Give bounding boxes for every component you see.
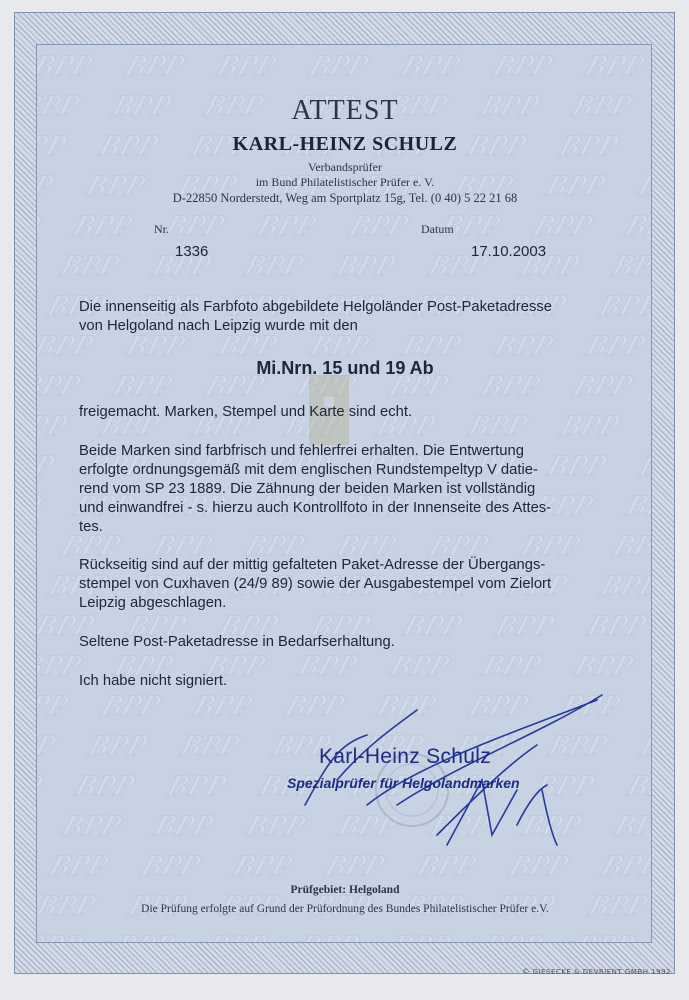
intro-line-2: von Helgoland nach Leipzig wurde mit den xyxy=(79,318,358,334)
para2-line-3: rend vom SP 23 1889. Die Zähnung der beiden Marken ist vollständig xyxy=(79,481,536,497)
examination-field-value: Helgoland xyxy=(348,884,400,896)
handwritten-signature xyxy=(305,695,602,845)
intro-line-1: Die innenseitig als Farbfoto abgebildete Helgoländer Post-Paketadresse xyxy=(79,299,552,315)
examiner-association: im Bund Philatelistischer Prüfer e. V. xyxy=(255,175,435,189)
certificate-date: 17.10.2003 xyxy=(471,243,547,260)
examination-field-label: Prüfgebiet: xyxy=(290,884,347,896)
para3-line-1: Rückseitig sind auf der mittig gefalteten Paket-Adresse der Übergangs- xyxy=(79,557,546,573)
certificate-title: ATTEST xyxy=(291,95,399,126)
number-label: Nr. xyxy=(154,222,169,236)
date-label: Datum xyxy=(421,222,454,236)
para2-line-4: und einwandfrei - s. hierzu auch Kontrollfoto in der Innenseite des Attes- xyxy=(79,500,552,516)
para2-line-1: Beide Marken sind farbfrisch und fehlerfrei erhalten. Die Entwertung xyxy=(79,443,524,459)
stamp-examiner-title: Spezialprüfer für Helgolandmarken xyxy=(287,775,520,791)
not-signed-statement: Ich habe nicht signiert. xyxy=(79,673,228,689)
examiner-role: Verbandsprüfer xyxy=(308,160,382,174)
certificate-panel xyxy=(36,44,652,943)
para3-line-2: stempel von Cuxhaven (24/9 89) sowie der Ausgabestempel vom Zielort xyxy=(79,576,552,592)
para3-line-3: Leipzig abgeschlagen. xyxy=(79,595,227,611)
printer-imprint: © GIESECKE & DEVRIENT GMBH 1992 xyxy=(522,968,671,976)
rarity-statement: Seltene Post-Paketadresse in Bedarfserhaltung. xyxy=(79,634,395,650)
signature-graphics xyxy=(37,45,652,943)
examiner-address: D-22850 Norderstedt, Weg am Sportplatz 15g, Tel. (0 40) 5 22 21 68 xyxy=(172,191,518,205)
franked-statement: freigemacht. Marken, Stempel und Karte sind echt. xyxy=(79,404,413,420)
para2-line-5: tes. xyxy=(79,519,103,535)
examiner-name: KARL-HEINZ SCHULZ xyxy=(232,133,458,155)
stamp-examiner-name: Karl-Heinz Schulz xyxy=(319,745,491,768)
examination-field xyxy=(37,884,652,896)
para2-line-2: erfolgte ordnungsgemäß mit dem englischen Rundstempeltyp V datie- xyxy=(79,462,538,478)
examination-regulation: Die Prüfung erfolgte auf Grund der Prüfordnung des Bundes Philatelistischer Prüfer e.V. xyxy=(141,903,549,915)
catalog-numbers: Mi.Nrn. 15 und 19 Ab xyxy=(256,358,434,378)
certificate-number: 1336 xyxy=(175,243,209,260)
